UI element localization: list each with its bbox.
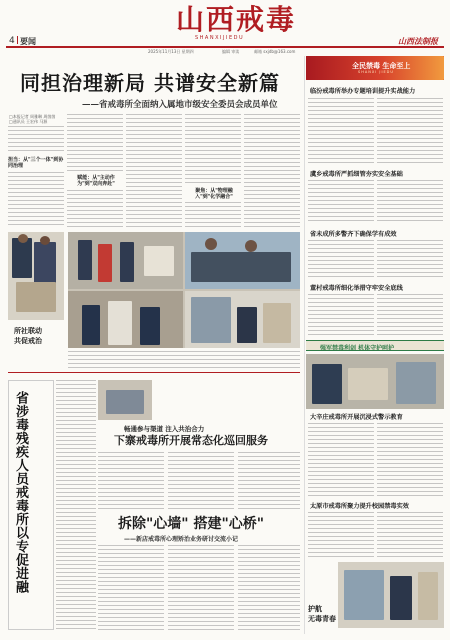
right-bottom-caption-top: 护航	[308, 605, 322, 613]
lead-photo-caption-text	[68, 351, 300, 369]
mid-story-1-body-b	[168, 452, 234, 512]
right-body-4b	[377, 294, 443, 336]
lead-photo-collage	[68, 232, 300, 348]
right-body-2a	[308, 180, 374, 224]
right-body-1b	[377, 98, 443, 164]
mid-story-2-body-a	[98, 545, 164, 630]
vertical-headline-box	[8, 380, 54, 630]
lead-body-col-2b	[67, 190, 123, 228]
vertical-headline: 省涉毒残疾人员戒毒所以专促进融	[13, 391, 28, 594]
right-body-2b	[377, 180, 443, 224]
promo-strip-title: 强军禁毒利剑 机体守护呵护	[320, 345, 395, 352]
lead-body-col-3	[126, 114, 182, 228]
date-line: 2025年11月13日 星期四	[148, 49, 194, 54]
right-bottom-caption-bottom: 无毒青春	[308, 615, 336, 623]
lead-body-col-1	[8, 126, 64, 154]
lead-subhead: ——省戒毒所全面纳入属地市级安全委员会成员单位	[82, 100, 278, 110]
right-body-5b	[377, 423, 443, 497]
left-photo-caption-bottom: 共促戒治	[14, 337, 42, 345]
lead-body-col-1b	[8, 172, 64, 228]
masthead-title: 山西戒毒	[176, 3, 297, 36]
banner-title: 全民禁毒 生命至上	[352, 62, 411, 70]
lead-subhead-1: 担当：从"三个一体"到协同治理	[8, 157, 64, 169]
right-body-3a	[308, 240, 374, 278]
mid-story-1-kicker: 畅通参与渠道 注入共治合力	[124, 425, 205, 433]
right-body-6a	[308, 512, 374, 558]
promo-strip	[306, 340, 444, 351]
mid-story-1-headline: 下寨戒毒所开展常态化巡回服务	[114, 434, 268, 447]
masthead	[0, 0, 450, 44]
banner-subtitle: SHANXI JIEDU	[358, 70, 394, 74]
header-rule	[6, 46, 444, 48]
lead-byline-2: □通讯员 王宏伟 马源	[9, 119, 48, 124]
lead-subhead-3: 聚焦：从"物理融入"到"化学融合"	[195, 188, 233, 200]
right-body-4a	[308, 294, 374, 336]
right-body-5a	[308, 423, 374, 497]
vertical-story-body	[56, 380, 96, 630]
right-body-6b	[377, 512, 443, 558]
right-headline-5: 大辛庄戒毒所开展沉浸式警示教育	[310, 414, 403, 421]
mid-story-2-body-b	[168, 545, 234, 630]
editor-line: 编辑 审读	[222, 49, 240, 54]
mid-story-2-body-c	[238, 545, 300, 630]
mid-story-1-photo	[98, 380, 152, 420]
mid-story-2-subhead: ——新店戒毒所心理矫治业务研讨交流小记	[124, 536, 239, 543]
lead-body-col-5	[244, 114, 300, 228]
right-column-divider	[304, 56, 305, 634]
mid-story-2-headline: 拆除"心墙" 搭建"心桥"	[118, 516, 265, 532]
masthead-pinyin: SHANXIJIEDU	[195, 35, 245, 41]
paper-brand-logo: 山西法制报	[398, 36, 438, 46]
right-body-1a	[308, 98, 374, 164]
contact-line: 邮箱 sxjdb@163.com	[254, 49, 296, 54]
right-headline-3: 省未成所多警齐下确保学有成效	[310, 231, 397, 238]
lead-body-col-4b	[185, 202, 241, 228]
right-banner	[306, 56, 444, 80]
right-photo-1	[306, 354, 444, 409]
section-number: 4	[9, 36, 15, 46]
section-divider	[17, 36, 18, 44]
section-name: 要闻	[20, 37, 36, 46]
lead-body-col-4	[185, 114, 241, 184]
mid-story-1-body-c	[238, 452, 300, 512]
right-headline-4: 董村戒毒所细化举措守牢安全底线	[310, 285, 403, 292]
lead-body-col-2	[67, 114, 123, 172]
left-photo	[8, 232, 64, 320]
right-headline-6: 太原市戒毒所聚力提升校园禁毒实效	[310, 503, 409, 510]
lead-byline-1: □本报记者 周雅琳 周茵茵	[9, 114, 56, 119]
right-headline-1: 临汾戒毒所举办专题培训提升实战能力	[310, 88, 416, 95]
right-headline-2: 虞乡戒毒所严抓细管夯实安全基础	[310, 171, 403, 178]
mid-divider	[8, 372, 300, 373]
right-body-3b	[377, 240, 443, 278]
lead-subhead-2: 赋能：从"主动作为"到"双向奔赴"	[77, 175, 115, 187]
lead-headline: 同担治理新局 共谱安全新篇	[20, 71, 280, 95]
right-bottom-photo	[338, 562, 444, 628]
mid-story-1-body-a	[98, 452, 164, 512]
left-photo-caption-top: 所社联动	[14, 327, 42, 335]
